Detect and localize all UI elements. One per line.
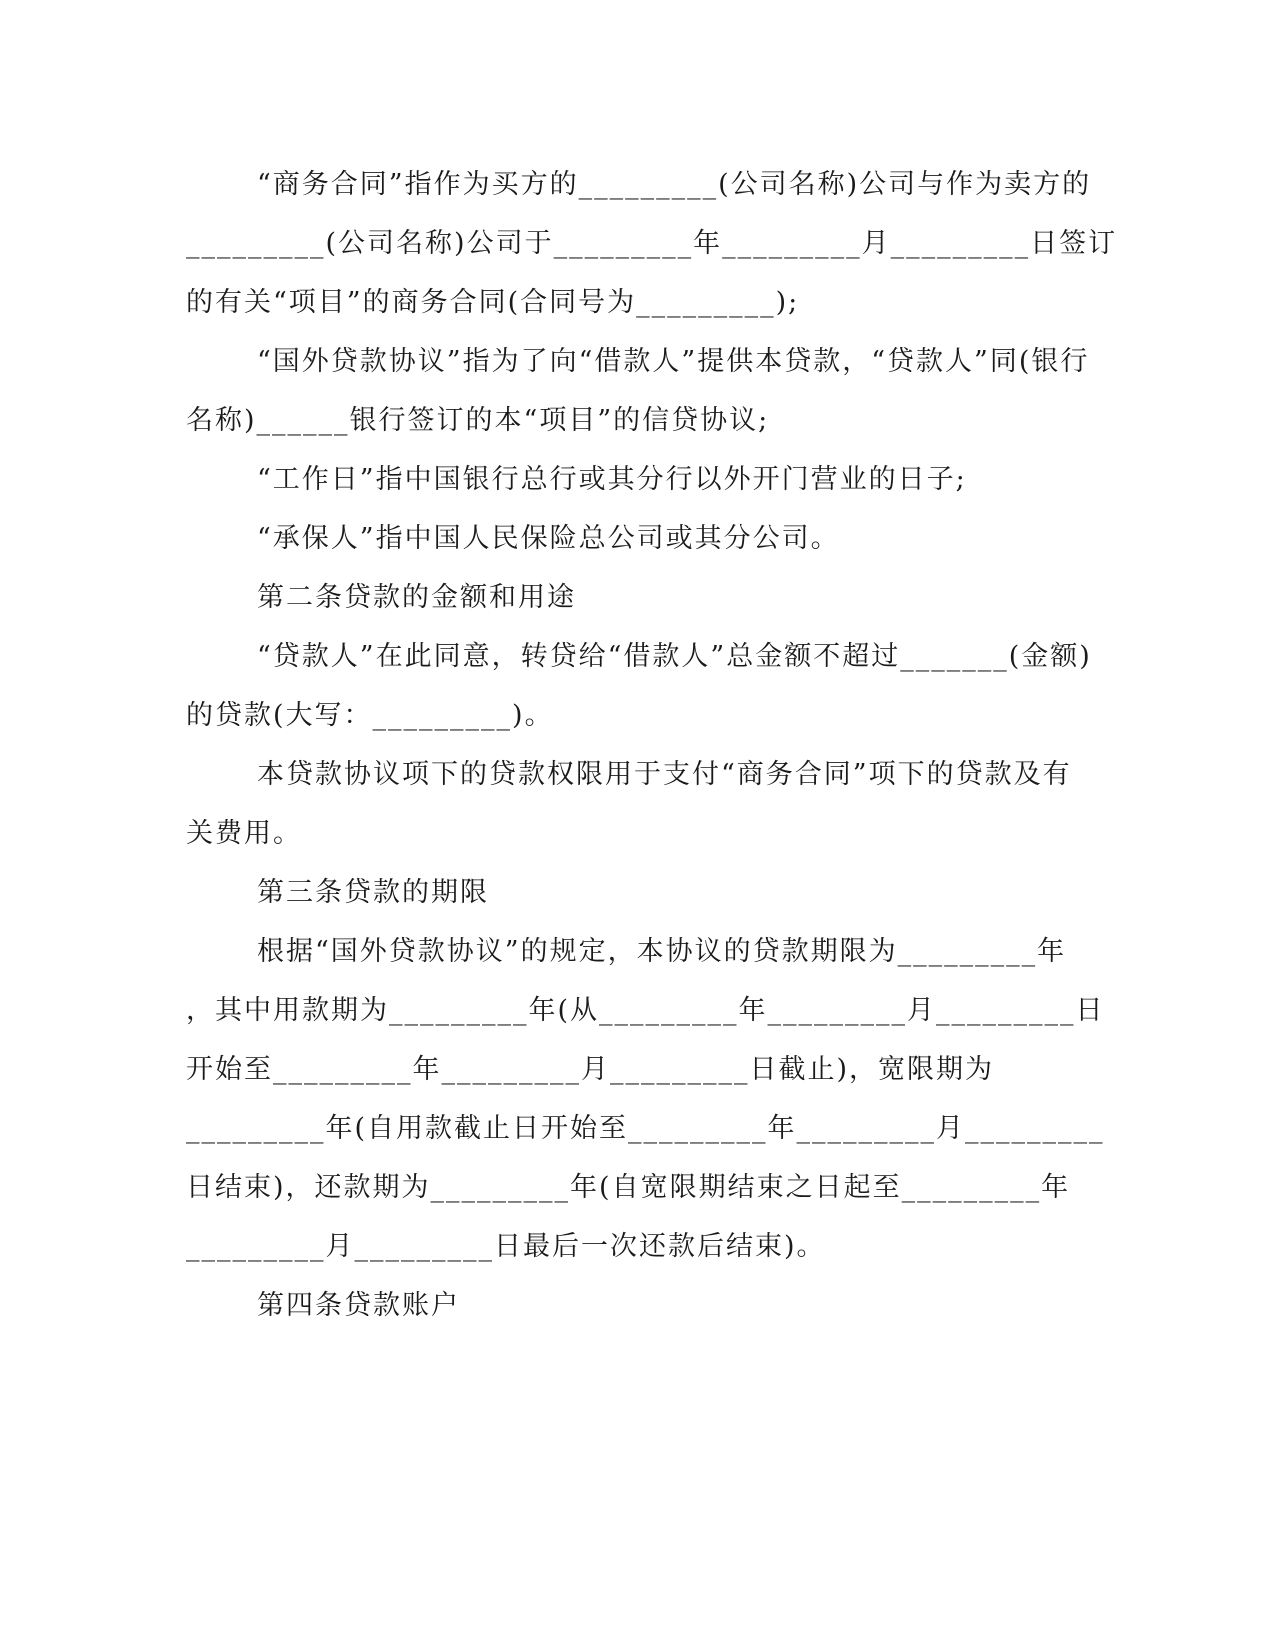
paragraph-line: _________年(自用款截止日开始至_________年_________月_________ — [186, 1113, 1105, 1144]
paragraph-line: 关费用。 — [186, 818, 302, 849]
paragraph-line: 日结束)，还款期为_________年(自宽限期结束之日起至_________年 — [186, 1172, 1071, 1203]
paragraph-line: _________月_________日最后一次还款后结束)。 — [186, 1231, 826, 1262]
paragraph-line: 的有关“项目”的商务合同(合同号为_________); — [186, 287, 800, 318]
paragraph-line: “商务合同”指作为买方的_________(公司名称)公司与作为卖方的 — [257, 169, 1092, 200]
paragraph-line: 名称)______银行签订的本“项目”的信贷协议; — [186, 405, 770, 436]
section-heading: 第二条贷款的金额和用途 — [257, 582, 576, 613]
paragraph-line: 开始至_________年_________月_________日截止)，宽限期为 — [186, 1054, 995, 1085]
paragraph-line: _________(公司名称)公司于_________年_________月_________日签订 — [186, 228, 1118, 259]
paragraph-line: 的贷款(大写：_________)。 — [186, 700, 554, 731]
paragraph-line: “贷款人”在此同意，转贷给“借款人”总金额不超过_______(金额) — [257, 641, 1092, 672]
paragraph-line: “国外贷款协议”指为了向“借款人”提供本贷款，“贷款人”同(银行 — [257, 346, 1090, 377]
paragraph-line: “工作日”指中国银行总行或其分行以外开门营业的日子; — [257, 464, 967, 495]
paragraph-line: “承保人”指中国人民保险总公司或其分公司。 — [257, 523, 840, 554]
section-heading: 第三条贷款的期限 — [257, 877, 489, 908]
paragraph-line: ，其中用款期为_________年(从_________年_________月_________日 — [186, 995, 1105, 1026]
paragraph-line: 根据“国外贷款协议”的规定，本协议的贷款期限为_________年 — [257, 936, 1067, 967]
paragraph-line: 本贷款协议项下的贷款权限用于支付“商务合同”项下的贷款及有 — [257, 759, 1072, 790]
section-heading: 第四条贷款账户 — [257, 1290, 460, 1321]
